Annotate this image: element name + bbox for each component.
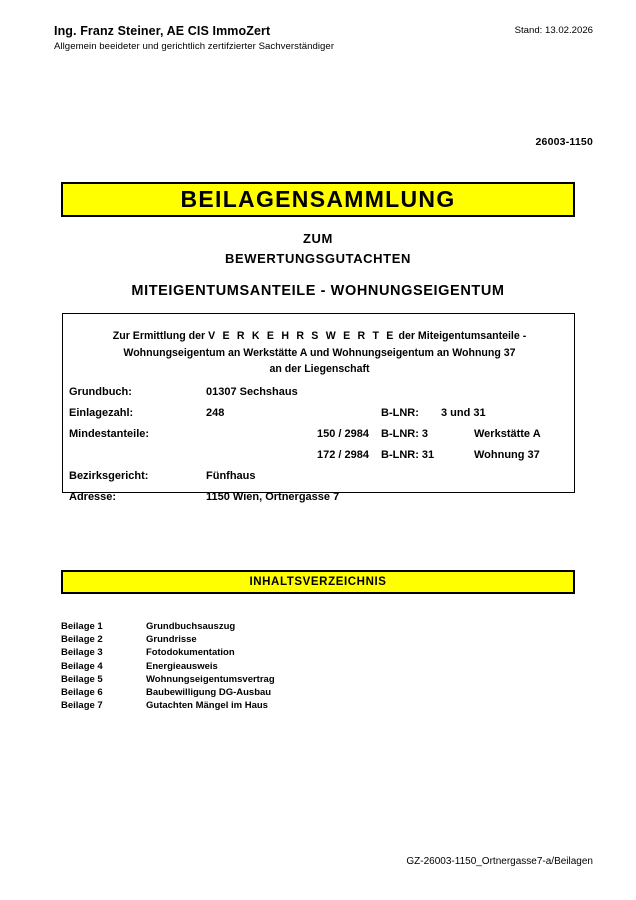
toc-item-title: Grundrisse [146,634,197,646]
toc-item-number: Beilage 4 [61,660,103,672]
row-value: 01307 Sechshaus [206,386,298,398]
row-label: Grundbuch: [69,386,132,398]
row-fraction: 172 / 2984 [317,449,369,461]
toc-item-title: Grundbuchsauszug [146,621,236,632]
property-details-box [62,313,575,503]
main-title-banner [61,182,575,217]
subtitle-line-2: BEWERTUNGSGUTACHTEN [225,251,411,266]
toc-item-number: Beilage 5 [61,673,103,685]
heading-line-3: an der Liegenschaft [269,363,370,375]
toc-item-number: Beilage 2 [61,634,103,646]
table-row [63,407,574,428]
table-row [63,428,574,449]
row-blnr-label: B-LNR: 31 [381,449,435,461]
toc-item-number: Beilage 3 [61,647,103,659]
toc-item-title: Baubewilligung DG-Ausbau [146,686,272,698]
row-blnr-label: B-LNR: [381,407,419,419]
row-label: Mindestanteile: [69,428,150,440]
toc-item-title: Gutachten Mängel im Haus [146,700,268,712]
toc-item-number: Beilage 6 [61,686,103,698]
footer-document-path: GZ-26003-1150_Ortnergasse7-a/Beilagen [406,856,593,867]
heading-verkehrswerte: V E R K E H R S W E R T E [208,330,396,342]
row-description: Werkstätte A [474,428,541,440]
reference-number: 26003-1150 [535,136,593,148]
subtitle-line-1: ZUM [303,231,333,246]
row-value: Fünfhaus [206,470,256,482]
row-blnr-value: 3 und 31 [441,407,486,419]
toc-item-title: Fotodokumentation [146,647,235,659]
heading-suffix: der Miteigentumsanteile - [398,330,527,342]
toc-item-number: Beilage 1 [61,621,103,632]
toc-item-title: Energieausweis [146,660,218,672]
toc-item-title: Wohnungseigentumsvertrag [146,673,275,685]
table-row [63,470,574,491]
row-value: 1150 Wien, Ortnergasse 7 [206,491,340,503]
toc-item-number: Beilage 7 [61,700,103,712]
row-label: Adresse: [69,491,117,503]
row-label: Bezirksgericht: [69,470,149,482]
subtitle-line-3: MITEIGENTUMSANTEILE - WOHNUNGSEIGENTUM [131,283,505,299]
row-description: Wohnung 37 [474,449,540,461]
heading-prefix: Zur Ermittlung der [112,330,206,342]
row-value: 248 [206,407,225,419]
header-company-name: Ing. Franz Steiner, AE CIS ImmoZert [54,24,271,38]
table-row [63,491,574,512]
header-date: Stand: 13.02.2026 [514,25,593,36]
heading-line-2: Wohnungseigentum an Werkstätte A und Wohnungseigentum an Wohnung 37 [123,346,516,359]
toc-banner [61,570,575,594]
row-label: Einlagezahl: [69,407,134,419]
row-fraction: 150 / 2984 [317,428,369,440]
main-title-text: BEILAGENSAMMLUNG [180,186,456,212]
property-details-heading [75,328,564,378]
row-blnr-label: B-LNR: 3 [381,428,429,440]
table-row [63,386,574,407]
toc-banner-text: INHALTSVERZEICHNIS [249,576,387,588]
header-company-subtitle: Allgemein beeideter und gerichtlich zertifzierter Sachverständiger [54,41,335,52]
property-details-rows [63,386,574,512]
table-row [63,449,574,470]
